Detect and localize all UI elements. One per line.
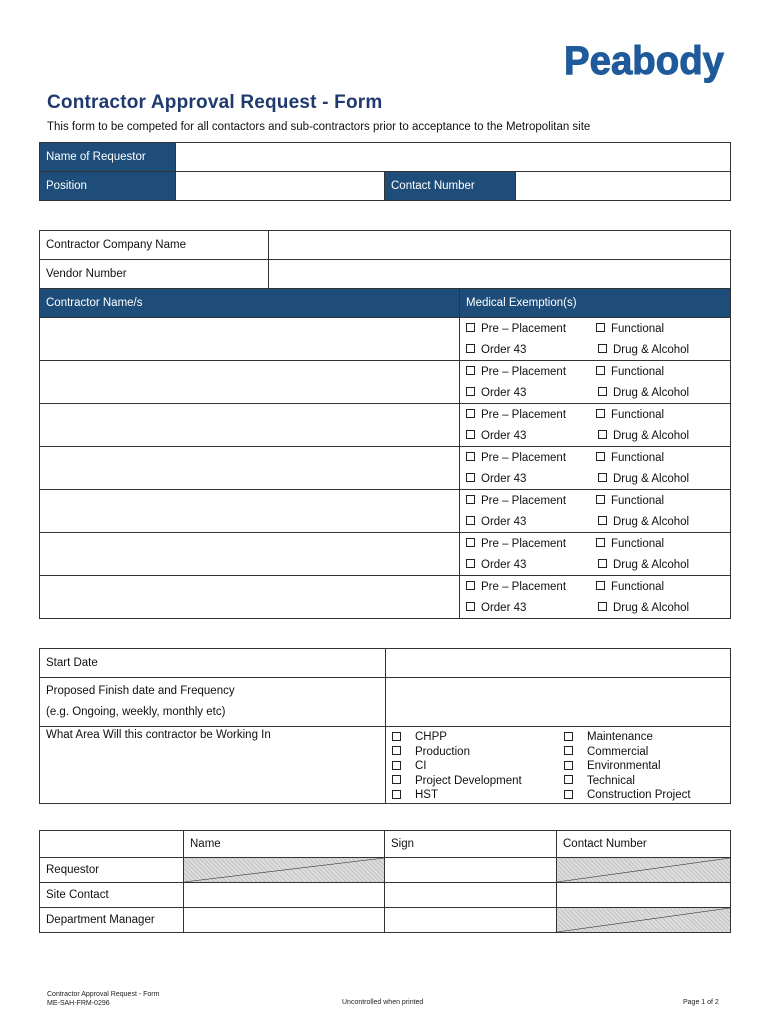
order43-option[interactable] [466, 473, 596, 485]
pre-placement-option[interactable] [466, 538, 596, 550]
checkbox[interactable] [466, 366, 475, 375]
functional-label: Functional [611, 451, 665, 464]
footer-uncontrolled: Uncontrolled when printed [342, 999, 424, 1006]
work-area-label: Construction Project [587, 789, 691, 802]
functional-label: Functional [611, 580, 665, 593]
order43-label: Order 43 [481, 343, 527, 356]
checkbox[interactable] [466, 602, 475, 611]
order43-option[interactable] [466, 516, 596, 528]
site-contact-name-field[interactable] [184, 883, 385, 908]
checkbox[interactable] [466, 473, 475, 482]
schedule-table [39, 648, 731, 804]
pre-placement-option[interactable] [466, 366, 596, 378]
work-area-label: Maintenance [587, 731, 653, 744]
work-area-label: What Area Will this contractor be Working In [40, 727, 386, 804]
requestor-contact-disabled [557, 858, 731, 883]
drug-alcohol-option[interactable] [598, 344, 689, 356]
checkbox[interactable] [596, 323, 605, 332]
checkbox[interactable] [564, 746, 573, 755]
medical-exemption-options [460, 404, 731, 447]
contractor-row [40, 533, 731, 576]
start-date-field[interactable] [386, 649, 731, 678]
work-area-option[interactable] [392, 730, 552, 745]
work-area-label: CHPP [415, 731, 447, 744]
medical-exemption-options [460, 533, 731, 576]
checkbox[interactable] [466, 409, 475, 418]
contractor-table [39, 230, 731, 619]
checkbox[interactable] [466, 581, 475, 590]
company-name-label: Contractor Company Name [40, 231, 269, 260]
functional-option[interactable] [596, 409, 664, 421]
contractor-name-field[interactable] [40, 533, 460, 576]
checkbox[interactable] [392, 790, 401, 799]
checkbox[interactable] [564, 775, 573, 784]
name-of-requestor-field[interactable] [176, 143, 731, 172]
checkbox[interactable] [564, 732, 573, 741]
functional-label: Functional [611, 365, 665, 378]
order43-option[interactable] [466, 430, 596, 442]
pre-placement-label: Pre – Placement [481, 322, 567, 335]
checkbox[interactable] [564, 790, 573, 799]
contractor-row [40, 318, 731, 361]
medical-exemption-options [460, 576, 731, 619]
position-field[interactable] [176, 172, 385, 201]
contact-number-label: Contact Number [385, 172, 516, 201]
checkbox[interactable] [466, 559, 475, 568]
pre-placement-option[interactable] [466, 495, 596, 507]
checkbox[interactable] [596, 409, 605, 418]
checkbox[interactable] [598, 387, 607, 396]
pre-placement-label: Pre – Placement [481, 580, 567, 593]
order43-option[interactable] [466, 344, 596, 356]
functional-label: Functional [611, 322, 665, 335]
functional-option[interactable] [596, 366, 664, 378]
form-subtitle: This form to be competed for all contactors and sub-contractors prior to acceptance to the Metropolitan site [47, 121, 591, 133]
logo-text: Peabody [564, 39, 725, 83]
start-date-label: Start Date [40, 649, 386, 678]
pre-placement-option[interactable] [466, 581, 596, 593]
drug-alcohol-label: Drug & Alcohol [613, 558, 690, 571]
contractor-names-header: Contractor Name/s [40, 289, 460, 318]
medical-exemption-options [460, 447, 731, 490]
signoff-row-site-contact: Site Contact [40, 883, 184, 908]
peabody-logo [562, 32, 726, 88]
contractor-row [40, 576, 731, 619]
drug-alcohol-label: Drug & Alcohol [613, 472, 690, 485]
contractor-name-field[interactable] [40, 576, 460, 619]
contractor-row [40, 447, 731, 490]
functional-option[interactable] [596, 495, 664, 507]
drug-alcohol-option[interactable] [598, 602, 689, 614]
checkbox[interactable] [392, 746, 401, 755]
pre-placement-label: Pre – Placement [481, 494, 567, 507]
form-title: Contractor Approval Request - Form [47, 92, 383, 113]
work-area-label: Commercial [587, 745, 649, 758]
checkbox[interactable] [392, 761, 401, 770]
drug-alcohol-option[interactable] [598, 559, 689, 571]
work-area-option[interactable] [392, 745, 552, 760]
dept-manager-name-field[interactable] [184, 908, 385, 933]
name-of-requestor-label: Name of Requestor [40, 143, 176, 172]
checkbox[interactable] [596, 366, 605, 375]
drug-alcohol-label: Drug & Alcohol [613, 386, 690, 399]
checkbox[interactable] [466, 323, 475, 332]
order43-label: Order 43 [481, 515, 527, 528]
checkbox[interactable] [466, 452, 475, 461]
signoff-corner [40, 831, 184, 858]
signoff-row-department-manager: Department Manager [40, 908, 184, 933]
checkbox[interactable] [598, 559, 607, 568]
medical-exemption-options [460, 361, 731, 404]
drug-alcohol-option[interactable] [598, 473, 689, 485]
pre-placement-label: Pre – Placement [481, 365, 567, 378]
order43-label: Order 43 [481, 429, 527, 442]
work-area-option[interactable] [564, 759, 724, 774]
company-name-field[interactable] [269, 231, 731, 260]
checkbox[interactable] [466, 538, 475, 547]
work-area-label: CI [415, 760, 427, 773]
requestor-name-disabled [184, 858, 385, 883]
signoff-col-sign: Sign [385, 831, 557, 858]
checkbox[interactable] [596, 495, 605, 504]
checkbox[interactable] [598, 344, 607, 353]
checkbox[interactable] [466, 387, 475, 396]
vendor-number-field[interactable] [269, 260, 731, 289]
drug-alcohol-option[interactable] [598, 516, 689, 528]
work-area-option[interactable] [564, 745, 724, 760]
contractor-row [40, 490, 731, 533]
checkbox[interactable] [564, 761, 573, 770]
finish-date-hint: (e.g. Ongoing, weekly, monthly etc) [46, 706, 226, 718]
pre-placement-label: Pre – Placement [481, 451, 567, 464]
checkbox[interactable] [598, 516, 607, 525]
drug-alcohol-label: Drug & Alcohol [613, 515, 690, 528]
pre-placement-option[interactable] [466, 409, 596, 421]
footer-doc-code: ME-SAH-FRM-0296 [47, 1000, 110, 1007]
finish-date-label: Proposed Finish date and Frequency [46, 685, 235, 697]
contractor-name-field[interactable] [40, 490, 460, 533]
contractor-name-field[interactable] [40, 404, 460, 447]
functional-label: Functional [611, 537, 665, 550]
work-area-label: Technical [587, 774, 635, 787]
footer-doc-title: Contractor Approval Request - Form [47, 991, 160, 998]
functional-label: Functional [611, 494, 665, 507]
work-area-option[interactable] [392, 759, 552, 774]
checkbox[interactable] [392, 775, 401, 784]
contractor-name-field[interactable] [40, 318, 460, 361]
finish-date-field[interactable] [386, 678, 731, 727]
medical-exemption-header: Medical Exemption(s) [460, 289, 731, 318]
work-area-label: Project Development [415, 774, 522, 787]
order43-option[interactable] [466, 602, 596, 614]
order43-label: Order 43 [481, 601, 527, 614]
medical-exemption-options [460, 490, 731, 533]
work-area-list-right [564, 727, 724, 803]
contractor-row [40, 404, 731, 447]
contractor-name-field[interactable] [40, 361, 460, 404]
contact-number-field[interactable] [516, 172, 731, 201]
functional-option[interactable] [596, 323, 664, 335]
footer-page-number: Page 1 of 2 [683, 999, 719, 1006]
contractor-row [40, 361, 731, 404]
checkbox[interactable] [596, 581, 605, 590]
order43-label: Order 43 [481, 558, 527, 571]
requestor-table [39, 142, 731, 201]
site-contact-number-field[interactable] [557, 883, 731, 908]
work-area-option[interactable] [564, 774, 724, 789]
work-area-label: HST [415, 789, 438, 802]
checkbox[interactable] [598, 473, 607, 482]
checkbox[interactable] [392, 732, 401, 741]
work-area-option[interactable] [564, 788, 724, 803]
drug-alcohol-label: Drug & Alcohol [613, 343, 690, 356]
work-area-option[interactable] [392, 774, 552, 789]
dept-manager-sign-field[interactable] [385, 908, 557, 933]
drug-alcohol-label: Drug & Alcohol [613, 601, 690, 614]
work-area-option[interactable] [392, 788, 552, 803]
checkbox[interactable] [598, 602, 607, 611]
order43-option[interactable] [466, 387, 596, 399]
site-contact-sign-field[interactable] [385, 883, 557, 908]
signoff-col-name: Name [184, 831, 385, 858]
checkbox[interactable] [466, 516, 475, 525]
pre-placement-option[interactable] [466, 452, 596, 464]
medical-exemption-options [460, 318, 731, 361]
position-label: Position [40, 172, 176, 201]
signoff-row-requestor: Requestor [40, 858, 184, 883]
checkbox[interactable] [466, 344, 475, 353]
requestor-sign-field[interactable] [385, 858, 557, 883]
signoff-col-contact: Contact Number [557, 831, 731, 858]
contractor-name-field[interactable] [40, 447, 460, 490]
order43-option[interactable] [466, 559, 596, 571]
pre-placement-option[interactable] [466, 323, 596, 335]
vendor-number-label: Vendor Number [40, 260, 269, 289]
pre-placement-label: Pre – Placement [481, 537, 567, 550]
work-area-list-left [392, 727, 552, 803]
signoff-table [39, 830, 731, 933]
functional-label: Functional [611, 408, 665, 421]
work-area-option[interactable] [564, 730, 724, 745]
pre-placement-label: Pre – Placement [481, 408, 567, 421]
checkbox[interactable] [598, 430, 607, 439]
checkbox[interactable] [466, 430, 475, 439]
checkbox[interactable] [596, 452, 605, 461]
functional-option[interactable] [596, 581, 664, 593]
order43-label: Order 43 [481, 472, 527, 485]
checkbox[interactable] [596, 538, 605, 547]
drug-alcohol-option[interactable] [598, 387, 689, 399]
work-area-label: Production [415, 745, 470, 758]
work-area-label: Environmental [587, 760, 661, 773]
checkbox[interactable] [466, 495, 475, 504]
functional-option[interactable] [596, 452, 664, 464]
drug-alcohol-option[interactable] [598, 430, 689, 442]
dept-manager-contact-disabled [557, 908, 731, 933]
drug-alcohol-label: Drug & Alcohol [613, 429, 690, 442]
functional-option[interactable] [596, 538, 664, 550]
order43-label: Order 43 [481, 386, 527, 399]
